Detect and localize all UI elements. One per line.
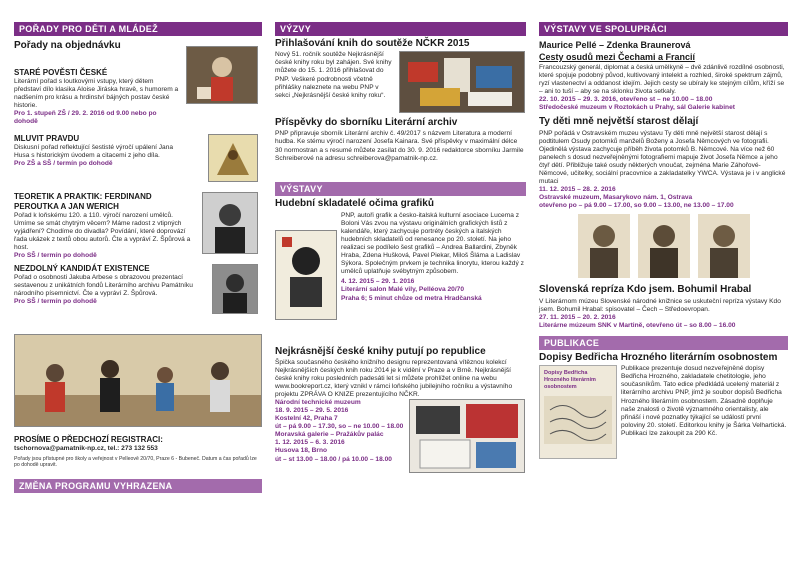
- program-item: [14, 192, 262, 260]
- article-title: Hudební skladatelé očima grafiků: [275, 198, 434, 210]
- classroom-image: [15, 335, 262, 427]
- puppet-image: [187, 47, 257, 103]
- hus-illustration: [208, 134, 258, 182]
- exhibition-dates: 27. 11. 2015 – 20. 2. 2016: [539, 313, 616, 321]
- program-title: NEZDOLNÝ KANDIDÁT EXISTENCE: [14, 264, 150, 274]
- portrait-image: [213, 265, 257, 313]
- program-item: [14, 264, 262, 330]
- book-cover-image: [544, 390, 612, 446]
- article-body: [275, 51, 526, 115]
- book-design-image: [410, 400, 524, 472]
- program-title: TEORETIK A PRAKTIK: FERDINAND PEROUTKA A JAN WERICH: [14, 192, 152, 211]
- program-item: [14, 68, 262, 128]
- program-text: Literární pořad s loutkovými vstupy, který dětem představí dílo klasika Aloise Jiráska hravě, s humorem a nadšením pro krásu a hrdinství bájných postav české historie.: [14, 77, 179, 110]
- program-text: Pořad o osobnosti Jakuba Arbese s obrazovou prezentací sestavenou z unikátních fondů Literárního archivu Památníku národního písemnictví. Čte a vypráví Z. Špůrová.: [14, 273, 193, 298]
- article-text: Francouzský generál, diplomat a česká umělkyně – dvě zdánlivě rozdílné osobnosti, které spojuje podobný původ, kultivovaný intelekt a rozhled, široké spektrum zájmů, ryzí vlastenectví a oddanost idejím. Jejich cesty se ubíraly ke stejným cílům, kříží se – ani to tuší – aby se na sklonku života setkaly.: [539, 63, 785, 96]
- article-text: PNP, autoři grafik a česko-italská kulturní asociace Lucema z Boloni Vás zvou na výstavu originálních grafických listů z kalendáře, který zachycuje portréty českých a italských hudebních skladatelů od renesance po 20. století. Na jeho realizaci se podílelo šest grafiků – Andrea Ballardini, Zbyněk Hraba, Zdena Hušková, Pavel Piekar, Miloš Šláma a Ladislav Sýkora. Společným prvkem je technika linorytu, kterou každý z umělců uplatňuje svébytným způsobem.: [341, 211, 524, 276]
- hus-image: [209, 135, 257, 181]
- books-photo: [399, 51, 525, 113]
- exhibition-place: Literárne múzeum SNK v Martině, otevřeno út – so 8.00 – 16.00: [539, 321, 736, 329]
- venue-line: Husova 18, Brno: [275, 447, 328, 455]
- article-title: Nejkrásnější české knihy putují po republice: [275, 345, 486, 357]
- book-cover: [539, 365, 617, 459]
- article-title: Přihlašování knih do soutěže NČKR 2015: [275, 38, 470, 49]
- article-body: [275, 399, 526, 477]
- registration-title: PROSÍME O PŘEDCHOZÍ REGISTRACI:: [14, 435, 163, 445]
- column-children-programs: [14, 0, 262, 493]
- venue-line: Kostelní 42, Praha 7: [275, 415, 338, 423]
- classroom-photo: [14, 334, 262, 427]
- book-design-photo: [409, 399, 525, 473]
- article-title: Maurice Pellé – Zdenka Braunerová: [539, 40, 691, 50]
- article-subtitle: Cesty osudů mezi Čechami a Francií: [539, 51, 696, 62]
- article-title: Příspěvky do sborníku Literární archiv: [275, 117, 458, 129]
- section-header-partner: VÝSTAVY VE SPOLUPRÁCI: [539, 22, 788, 36]
- footnote: Pořady jsou přístupné pro školy a veřejnost v Pelleově 20/70, Praze 6 - Bubeneč. Datum a čas pořadů lze po dohodě upravit.: [14, 456, 257, 469]
- program-item: [14, 134, 262, 186]
- portrait-image: [203, 193, 257, 253]
- venue-line: Národní technické muzeum: [275, 399, 361, 407]
- exhibition-place: Ostravské muzeum, Masarykovo nám. 1, Ostrava: [539, 194, 693, 202]
- program-title: MLUVIT PRAVDU: [14, 134, 80, 144]
- column-partner-exhibitions: [539, 0, 788, 463]
- registration-contact[interactable]: tschornova@pamatnik-np.cz, tel.: 273 132 553: [14, 444, 158, 452]
- program-meta: Pro SŠ / termín po dohodě: [14, 298, 97, 306]
- article-text: PNP pořádá v Ostravském muzeu výstavu Ty děti mně největší starost dělají s podtitulem Osudy potomků manželů Boženy a Josefa Němcových ve fotografii. Ojedinělá výstava zachycuje příběh života potomků B. Němcové. Na více než 60 panelech s dosud nezveřejněnými fotografiemi mapuje život Josefa Němce a jeho čtyř dětí. Přibližuje také osudy některých vnoučat, zejména Marie Záhořové-Němcové, učitelky, sociální pracovnice a zakladatelky YWCA. Výstava je i v anglické mutaci: [539, 129, 786, 186]
- article-body: [539, 365, 788, 463]
- article-text: V Literárnom múzeu Slovenské národné knižnice se uskuteční repríza výstavy Kdo jsem. Bohumil Hrabal: spisovatel – Čech – Středoevropan.: [539, 297, 781, 313]
- page-title-on-demand: Pořady na objednávku: [14, 40, 121, 51]
- arbes-portrait: [212, 264, 258, 314]
- program-meta: Pro 1. stupeň ZŠ / 29. 2. 2016 od 9.00 nebo po dohodě: [14, 110, 157, 126]
- article-body: [275, 212, 526, 338]
- portrait-man-3: [698, 214, 750, 278]
- linocut-image: [276, 231, 336, 319]
- puppet-photo: [186, 46, 258, 104]
- article-text: PNP připravuje sborník Literární archiv č. 49/2017 s názvem Literatura a moderní hudba. Ke stému výročí narození Josefa Kainara. Své příspěvky v maximální délce 30 normostran a s resumé můžete zasílat do 30. 9. 2016 redaktorce sborníku Jarmile Schreiberové na adresu schreiberova@pamatnik-np.cz.: [275, 130, 524, 162]
- exhibition-hours: otevřeno po – pá 9.00 – 17.00, so 9.00 – 13.00, ne 13.00 – 17.00: [539, 202, 734, 210]
- section-header-calls: VÝZVY: [275, 22, 526, 36]
- exhibition-dates: 11. 12. 2015 – 28. 2. 2016: [539, 186, 616, 194]
- column-calls-exhibitions: [275, 0, 526, 477]
- article-text: Publikace prezentuje dosud nezveřejněné dopisy Bedřicha Hrozného, zakladatele chetitologie, jeho současníkům. Tato edice předkládá ucelený materiál z literárního archivu PNP, jímž je soubor dopisů Bedřicha Hrozného literárním osobnostem. Zásadně doplňuje naše znalosti o životě významného orientalisty, ale přináší i nové poznatky týkající se událostí první poloviny 20. století. Editorkou knihy je Šárka Velhartická. Publikaci lze zakoupit za 290 Kč.: [621, 365, 787, 438]
- venue-line: 1. 12. 2015 – 6. 3. 2016: [275, 439, 345, 447]
- portrait-man-2: [638, 214, 690, 278]
- article-title: Dopisy Bedřicha Hrozného literárním osobnostem: [539, 351, 778, 363]
- venue-line: út – pá 9.00 – 17.30, so – ne 10.00 – 18.00: [275, 423, 404, 431]
- exhibition-dates: 22. 10. 2015 – 29. 3. 2016, otevřeno st – ne 10.00 – 18.00: [539, 96, 713, 104]
- venue-line: 18. 9. 2015 – 29. 5. 2016: [275, 407, 349, 415]
- program-meta: Pro SŠ / termín po dohodě: [14, 252, 97, 260]
- venue-line: út – st 13.00 – 18.00 / pá 10.00 – 18.00: [275, 455, 392, 463]
- linocut-print: [275, 230, 337, 320]
- article-text: Špička současného českého knižního designu reprezentovaná vítěznou kolekcí Nejkrásnějších českých knih roku 2014 je k vidění v Praze a v Brně. Nejkrásnější české knihy roku posledních padesáti let si můžete prohlížet online na webu www.bookreport.cz, který vznikl v rámci loňského jubilejního ročníku a výstavního projektu ZPRÁVA O KNIZE prezentujícího NČKR.: [275, 358, 513, 399]
- exhibition-place: Středočeské muzeum v Roztokách u Prahy, sál Galerie kabinet: [539, 104, 735, 112]
- section-header-children: POŘADY PRO DĚTI A MLÁDEŽ: [14, 22, 262, 36]
- program-title: STARÉ POVĚSTI ČESKÉ: [14, 68, 108, 78]
- program-text: Pořad k loňskému 120. a 110. výročí narození umělců. Umíme se smát chytrým věcem? Máme radost z vtipných vyjádření? Chodíme do divadla? Povídání, které doprovází řada ukázek z textů obou autorů. Čte a vypráví Z. Špůrová a host.: [14, 211, 191, 252]
- exhibition-place: Literární salon Malé vily, Pelléova 20/70: [341, 286, 465, 294]
- footer-bar: ZMĚNA PROGRAMU VYHRAZENA: [14, 479, 262, 493]
- exhibition-transport: Praha 6; 5 minut chůze od metra Hradčanská: [341, 294, 482, 302]
- program-meta: Pro ZŠ a SŠ / termín po dohodě: [14, 160, 113, 168]
- article-title: Ty děti mně největší starost dělají: [539, 116, 699, 128]
- section-header-exhibitions: VÝSTAVY: [275, 182, 526, 196]
- book-cover-title: Dopisy Bedřicha Hrozného literárním osobnostem: [544, 370, 596, 390]
- article-text: Nový 51. ročník soutěže Nejkrásnější české knihy roku byl zahájen. Své knihy můžete do 15. 1. 2016 přihlašovat do PNP. Veškeré podrobnosti včetně přihlášky naleznete na webu PNP v sekci „Nejkrásnější české knihy roku“.: [275, 51, 392, 99]
- article-title: Slovenská repríza Kdo jsem. Bohumil Hrabal: [539, 284, 752, 296]
- historic-portraits: [539, 214, 788, 280]
- venue-line: Moravská galerie – Pražákův palác: [275, 431, 384, 439]
- peroutka-portrait: [202, 192, 258, 254]
- section-header-publications: PUBLIKACE: [539, 336, 788, 350]
- portrait-man-1: [578, 214, 630, 278]
- books-image: [400, 52, 524, 112]
- program-text: Diskusní pořad reflektující šestisté výročí upálení Jana Husa s historickým úvodem a citacemi z jeho díla.: [14, 143, 174, 160]
- exhibition-dates: 4. 12. 2015 – 29. 1. 2016: [341, 278, 415, 286]
